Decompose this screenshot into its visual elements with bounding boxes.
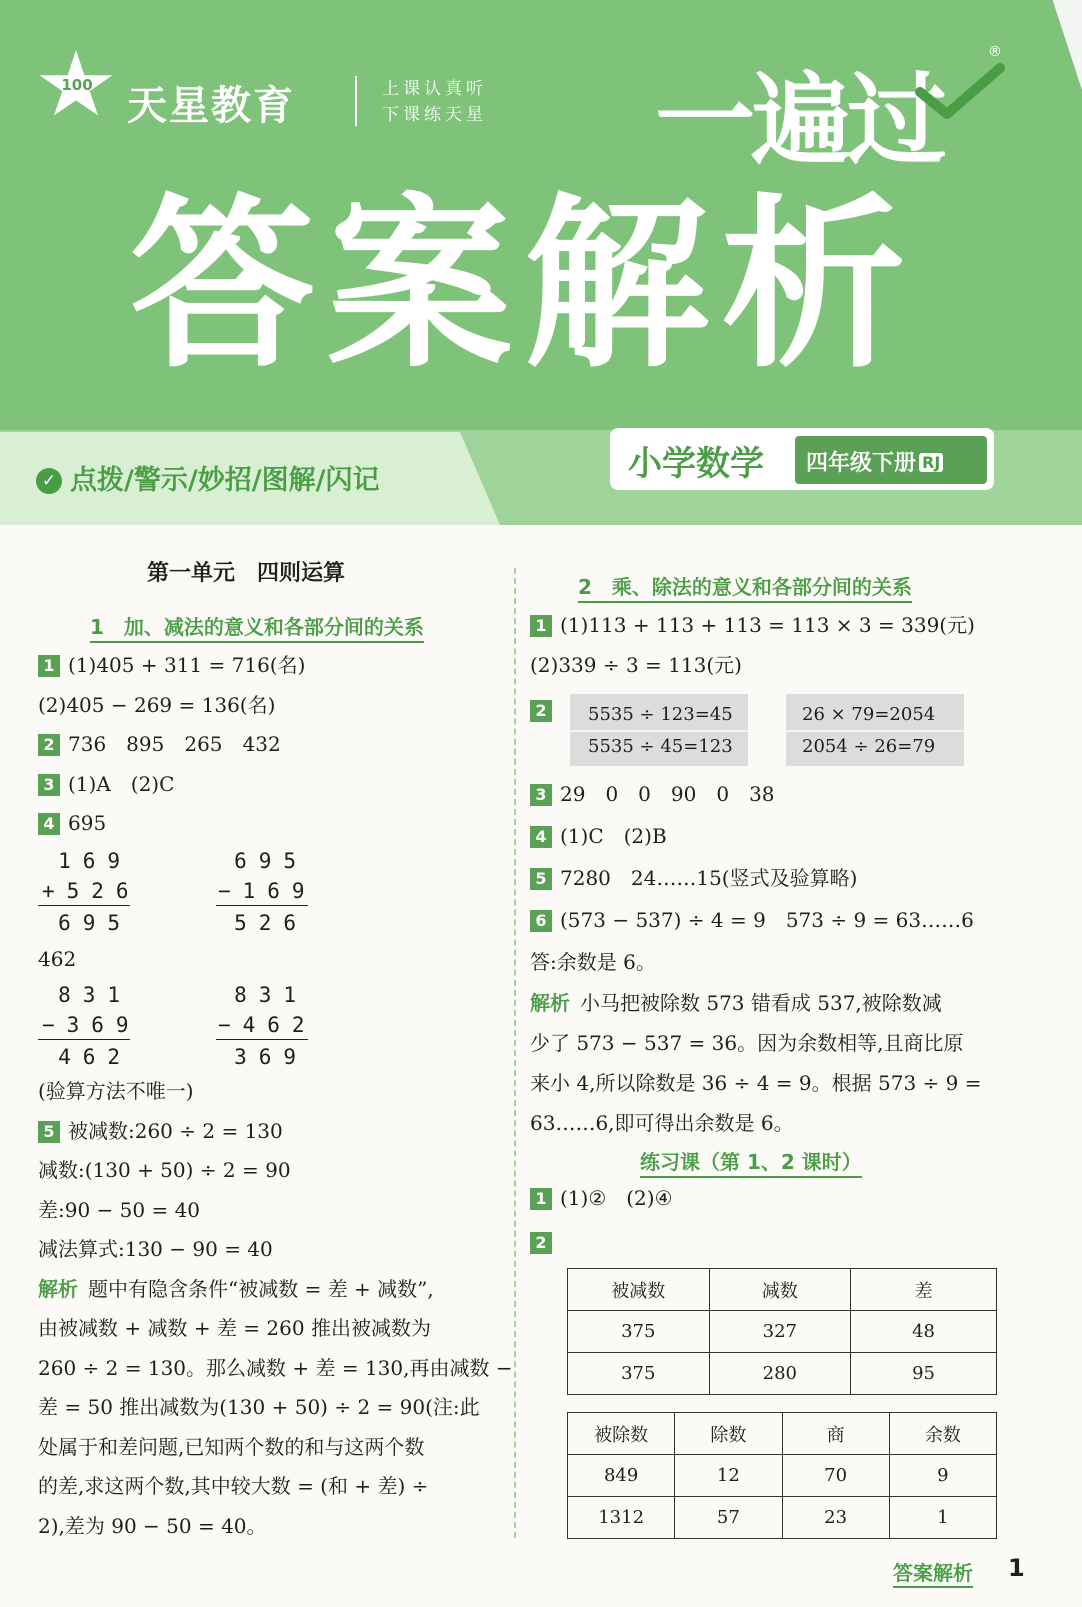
table-cell: 23: [782, 1497, 889, 1539]
box-separator: [570, 730, 748, 732]
table-cell: 70: [782, 1455, 889, 1497]
table-cell: 9: [889, 1455, 996, 1497]
left-q5-d: 减法算式:130 − 90 = 40: [38, 1237, 273, 1261]
calc-top: 695: [234, 849, 308, 873]
calc-top: 169: [58, 849, 132, 873]
edition-badge: RJ: [919, 453, 943, 472]
table-header: 差: [851, 1269, 997, 1311]
left-analysis-3: 260 ÷ 2 = 130。那么减数 + 差 = 130,再由减数 −: [38, 1356, 513, 1380]
equation: 5535 ÷ 45=123: [588, 736, 733, 757]
vertical-calc-4: [218, 980, 317, 1072]
left-analysis-7: 2),差为 90 − 50 = 40。: [38, 1514, 267, 1538]
vertical-calc-3: [42, 980, 141, 1072]
calc-top: 831: [234, 983, 308, 1007]
calc-result: 526: [234, 911, 308, 935]
table-row: [568, 1311, 997, 1353]
table-cell: 48: [851, 1311, 997, 1353]
answer-text: 7280 24……15(竖式及验算略): [560, 866, 858, 890]
analysis-text: 小马把被除数 573 错看成 537,被除数减: [580, 991, 942, 1015]
subtraction-table: [567, 1268, 997, 1395]
table-header-row: [568, 1269, 997, 1311]
question-number: 1: [530, 615, 552, 637]
question-number: 5: [530, 868, 552, 890]
left-q4: [38, 810, 106, 836]
calc-result: 462: [58, 1045, 132, 1069]
table-cell: 12: [675, 1455, 782, 1497]
calc-line: [38, 1039, 130, 1040]
answer-text: (1)② (2)④: [560, 1186, 673, 1210]
page-number: 1: [1008, 1554, 1025, 1582]
slogan-line-2: 下课练天星: [382, 105, 487, 125]
column-divider: [514, 568, 516, 1538]
table-row: [568, 1455, 997, 1497]
answer-text: 736 895 265 432: [68, 732, 281, 756]
grade-text: 四年级下册: [806, 451, 917, 476]
table-cell: 1312: [568, 1497, 675, 1539]
right-analysis-3: 来小 4,所以除数是 36 ÷ 4 = 9。根据 573 ÷ 9 =: [530, 1071, 982, 1095]
footer-label: 答案解析: [893, 1557, 973, 1588]
calc-result: 369: [234, 1045, 308, 1069]
calc-line: [38, 905, 130, 906]
division-table: [567, 1412, 997, 1539]
right-q6-answer: 答:余数是 6。: [530, 950, 656, 974]
table-cell: 1: [889, 1497, 996, 1539]
answer-text: 695: [68, 811, 107, 835]
answer-text: (573 − 537) ÷ 4 = 9 573 ÷ 9 = 63……6: [560, 908, 974, 932]
left-q1-a: [38, 652, 305, 678]
right-q2: [530, 697, 560, 723]
right-analysis-2: 少了 573 − 537 = 36。因为余数相等,且商比原: [530, 1031, 964, 1055]
question-number: 1: [38, 655, 60, 677]
equation-box-2: [786, 694, 964, 766]
right-q6: [530, 907, 974, 933]
brand-divider: [355, 76, 357, 126]
equation: 26 × 79=2054: [802, 704, 936, 725]
calc-mid: −369: [42, 1013, 141, 1037]
right-analysis-4: 63……6,即可得出余数是 6。: [530, 1111, 794, 1135]
question-number: 2: [38, 734, 60, 756]
equation: 2054 ÷ 26=79: [802, 736, 936, 757]
question-number: 4: [38, 813, 60, 835]
table-row: [568, 1497, 997, 1539]
table-header-row: [568, 1413, 997, 1455]
left-q2: [38, 731, 281, 757]
left-analysis-6: 的差,求这两个数,其中较大数 = (和 + 差) ÷: [38, 1474, 429, 1498]
table-cell: 57: [675, 1497, 782, 1539]
feature-text: 点拨/警示/妙招/图解/闪记: [70, 465, 380, 496]
left-q5-b: 减数:(130 + 50) ÷ 2 = 90: [38, 1158, 291, 1182]
right-q1-b: (2)339 ÷ 3 = 113(元): [530, 653, 742, 677]
left-analysis-2: 由被减数 + 减数 + 差 = 260 推出被减数为: [38, 1316, 431, 1340]
table-header: 被减数: [568, 1269, 710, 1311]
answer-text: (1)A (2)C: [68, 772, 175, 796]
answer-text: (1)C (2)B: [560, 824, 667, 848]
analysis-text: 题中有隐含条件“被减数 = 差 + 减数”,: [88, 1277, 434, 1301]
page-title: 答案解析: [130, 177, 918, 393]
answer-text: 29 0 0 90 0 38: [560, 782, 775, 806]
question-number: 5: [38, 1121, 60, 1143]
table-cell: 327: [709, 1311, 851, 1353]
calc-top: 831: [58, 983, 132, 1007]
equation: 5535 ÷ 123=45: [588, 704, 733, 725]
calc-line: [216, 1039, 308, 1040]
left-q5-a: [38, 1118, 283, 1144]
table-cell: 95: [851, 1353, 997, 1395]
slogan-line-1: 上课认真听: [382, 79, 487, 99]
practice-q2: [530, 1229, 560, 1255]
question-number: 3: [530, 784, 552, 806]
calc-mid: +526: [42, 879, 141, 903]
calc-line: [216, 905, 308, 906]
table-header: 减数: [709, 1269, 851, 1311]
right-q3: [530, 781, 775, 807]
answer-text: (1)405 + 311 = 716(名): [68, 653, 306, 677]
question-number: 2: [530, 700, 552, 722]
left-analysis-4: 差 = 50 推出减数为(130 + 50) ÷ 2 = 90(注:此: [38, 1395, 480, 1419]
right-analysis-1: [530, 990, 942, 1016]
question-number: 2: [530, 1232, 552, 1254]
right-q1-a: [530, 612, 975, 638]
slogan: [382, 76, 487, 128]
left-analysis-1: [38, 1276, 434, 1302]
question-number: 4: [530, 826, 552, 848]
table-header: 商: [782, 1413, 889, 1455]
vertical-calc-1: [42, 846, 141, 938]
calc-result: 695: [58, 911, 132, 935]
feature-list: [36, 458, 379, 497]
table-cell: 375: [568, 1353, 710, 1395]
left-q1-b: (2)405 − 269 = 136(名): [38, 693, 276, 717]
analysis-label: 解析: [38, 1277, 78, 1301]
practice-q1: [530, 1185, 673, 1211]
section-title-2: 2 乘、除法的意义和各部分间的关系: [578, 571, 912, 603]
logo-text: 100: [61, 76, 93, 94]
left-q4-note: (验算方法不唯一): [38, 1079, 194, 1103]
registered-mark: ®: [988, 44, 1002, 60]
right-q5: [530, 865, 857, 891]
calc-mid: −462: [218, 1013, 317, 1037]
vertical-calc-2: [218, 846, 317, 938]
question-number: 3: [38, 774, 60, 796]
question-number: 1: [530, 1188, 552, 1210]
equation-box-1: [570, 694, 748, 766]
series-title: 一遍过: [655, 62, 943, 179]
analysis-label: 解析: [530, 991, 570, 1015]
section-title-1: 1 加、减法的意义和各部分间的关系: [90, 611, 424, 643]
left-q5-c: 差:90 − 50 = 40: [38, 1198, 201, 1222]
left-q3: [38, 771, 174, 797]
table-cell: 375: [568, 1311, 710, 1353]
left-analysis-5: 处属于和差问题,已知两个数的和与这两个数: [38, 1435, 425, 1459]
table-row: [568, 1353, 997, 1395]
grade-label: [806, 446, 943, 477]
table-cell: 280: [709, 1353, 851, 1395]
subject-label: 小学数学: [628, 444, 764, 484]
answer-text: (1)113 + 113 + 113 = 113 × 3 = 339(元): [560, 613, 975, 637]
answer-text: 被减数:260 ÷ 2 = 130: [68, 1119, 283, 1143]
unit-title: 第一单元 四则运算: [147, 561, 346, 586]
check-circle-icon: ✓: [36, 468, 62, 494]
checkmark-icon: [915, 62, 1005, 122]
table-cell: 849: [568, 1455, 675, 1497]
right-q4: [530, 823, 667, 849]
practice-title: 练习课（第 1、2 课时）: [640, 1146, 862, 1178]
calc-mid: −169: [218, 879, 317, 903]
box-separator: [786, 730, 964, 732]
brand-name: 天星教育: [127, 83, 295, 129]
question-number: 6: [530, 910, 552, 932]
table-header: 被除数: [568, 1413, 675, 1455]
table-header: 除数: [675, 1413, 782, 1455]
left-q4-b: 462: [38, 947, 77, 971]
table-header: 余数: [889, 1413, 996, 1455]
